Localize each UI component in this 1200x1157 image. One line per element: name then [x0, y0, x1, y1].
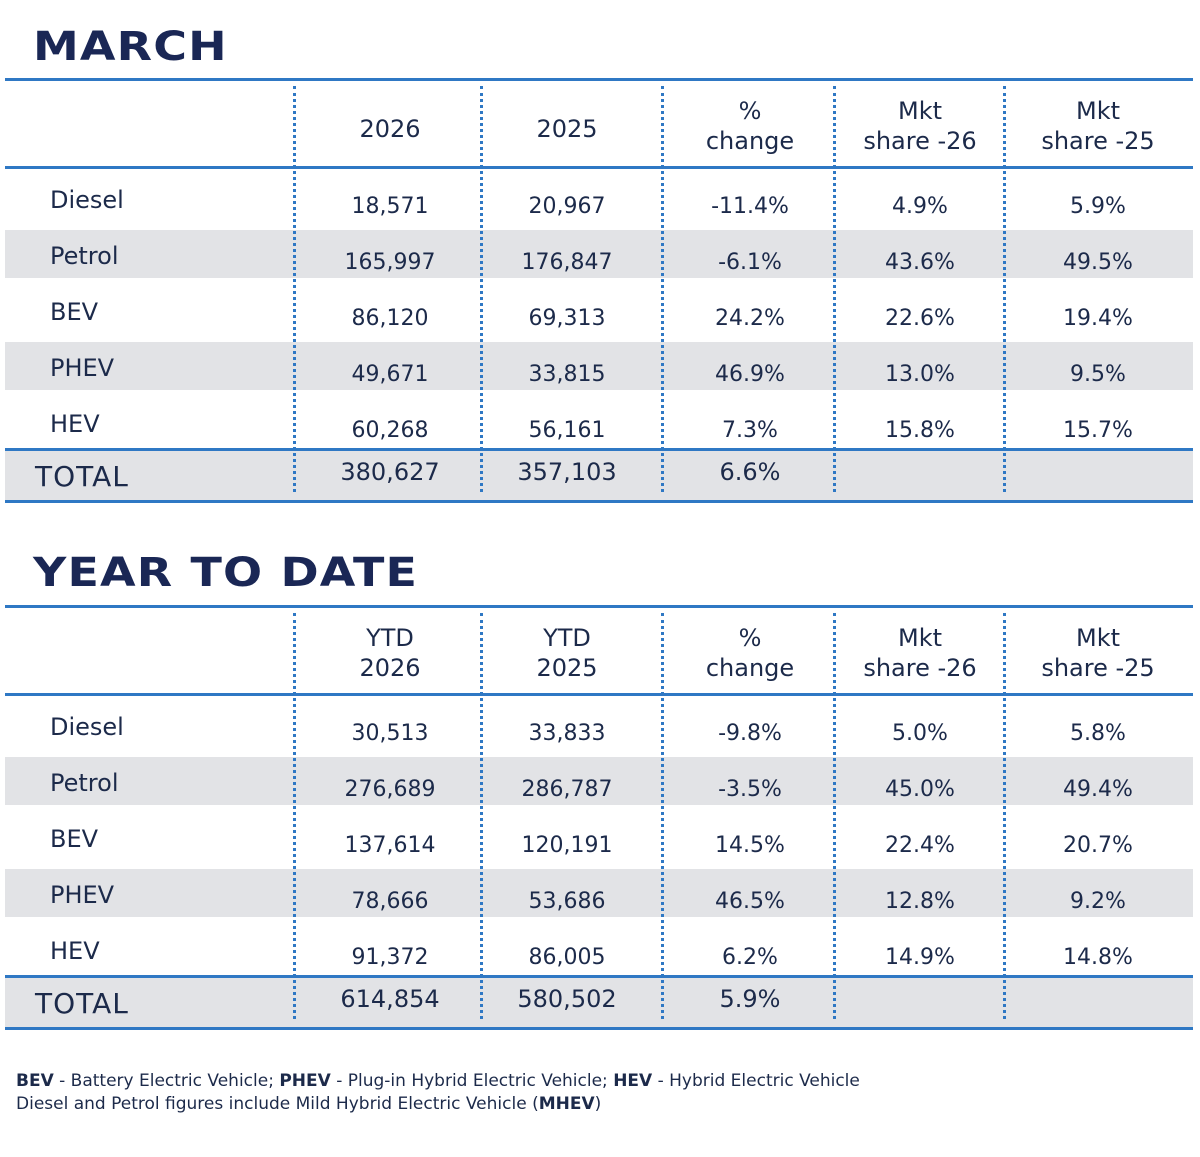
- total-cell: 614,854: [340, 985, 440, 1013]
- column-header: % change: [705, 97, 795, 155]
- footnote-bev-abbr: BEV: [16, 1071, 54, 1091]
- table-cell: 46.5%: [715, 889, 785, 914]
- total-cell: 5.9%: [719, 985, 781, 1013]
- row-label: PHEV: [50, 354, 115, 382]
- ytd-section-title: YEAR TO DATE: [33, 550, 419, 596]
- table-cell: 9.5%: [1070, 362, 1126, 387]
- column-divider: [293, 613, 296, 1019]
- march-section-title: MARCH: [33, 24, 228, 70]
- total-cell: 6.6%: [719, 458, 781, 486]
- table-cell: 5.0%: [892, 721, 948, 746]
- table-rule: [5, 693, 1193, 696]
- table-rule: [5, 166, 1193, 169]
- footnote-hev-text: - Hybrid Electric Vehicle: [652, 1071, 860, 1091]
- column-divider: [661, 613, 664, 1019]
- table-rule: [5, 78, 1193, 81]
- table-cell: 18,571: [351, 194, 429, 219]
- footnote-line-1: [16, 1070, 1186, 1093]
- column-header: Mkt share -26: [863, 624, 977, 682]
- row-label: HEV: [50, 937, 100, 965]
- table-cell: 78,666: [351, 889, 429, 914]
- row-label: Diesel: [50, 186, 124, 214]
- table-cell: 86,120: [351, 306, 429, 331]
- table-cell: 24.2%: [715, 306, 785, 331]
- table-cell: 30,513: [351, 721, 429, 746]
- row-label: BEV: [50, 825, 99, 853]
- table-cell: 12.8%: [885, 889, 955, 914]
- table-cell: 4.9%: [892, 194, 948, 219]
- table-cell: 15.8%: [885, 418, 955, 443]
- footnote-phev-text: - Plug-in Hybrid Electric Vehicle;: [330, 1071, 614, 1091]
- table-cell: -11.4%: [711, 194, 789, 219]
- table-cell: 45.0%: [885, 777, 955, 802]
- table-cell: 33,815: [528, 362, 606, 387]
- table-cell: 69,313: [528, 306, 606, 331]
- table-cell: 13.0%: [885, 362, 955, 387]
- footnote-line-2: [16, 1093, 1186, 1116]
- table-rule: [5, 500, 1193, 503]
- row-label: Petrol: [50, 242, 119, 270]
- footnote: [16, 1070, 1186, 1116]
- footnote-line2-end: ): [594, 1094, 602, 1114]
- total-cell: 380,627: [340, 458, 440, 486]
- row-label: Diesel: [50, 713, 124, 741]
- table-rule: [5, 1027, 1193, 1030]
- table-cell: 276,689: [344, 777, 436, 802]
- table-cell: 14.8%: [1063, 945, 1133, 970]
- table-cell: 46.9%: [715, 362, 785, 387]
- total-label: TOTAL: [35, 987, 129, 1020]
- footnote-mhev-abbr: MHEV: [538, 1094, 595, 1114]
- table-cell: 49,671: [351, 362, 429, 387]
- table-cell: 20,967: [528, 194, 606, 219]
- table-cell: -6.1%: [718, 250, 782, 275]
- table-cell: 165,997: [344, 250, 436, 275]
- table-rule: [5, 975, 1193, 978]
- table-cell: 53,686: [528, 889, 606, 914]
- table-cell: 6.2%: [722, 945, 778, 970]
- table-cell: 43.6%: [885, 250, 955, 275]
- table-cell: 19.4%: [1063, 306, 1133, 331]
- table-cell: 14.5%: [715, 833, 785, 858]
- table-cell: 20.7%: [1063, 833, 1133, 858]
- table-cell: 286,787: [521, 777, 613, 802]
- table-cell: 56,161: [528, 418, 606, 443]
- table-cell: 9.2%: [1070, 889, 1126, 914]
- table-cell: -3.5%: [718, 777, 782, 802]
- column-header: % change: [705, 624, 795, 682]
- footnote-hev-abbr: HEV: [613, 1071, 653, 1091]
- footnote-phev-abbr: PHEV: [279, 1071, 331, 1091]
- column-header: Mkt share -25: [1041, 97, 1155, 155]
- column-header: Mkt share -25: [1041, 624, 1155, 682]
- total-cell: 357,103: [517, 458, 617, 486]
- table-cell: 33,833: [528, 721, 606, 746]
- table-cell: 60,268: [351, 418, 429, 443]
- table-cell: 7.3%: [722, 418, 778, 443]
- table-rule: [5, 605, 1193, 608]
- row-label: HEV: [50, 410, 100, 438]
- table-cell: 137,614: [344, 833, 436, 858]
- table-cell: 15.7%: [1063, 418, 1133, 443]
- row-label: BEV: [50, 298, 99, 326]
- column-header: Mkt share -26: [863, 97, 977, 155]
- footnote-bev-text: - Battery Electric Vehicle;: [53, 1071, 280, 1091]
- table-cell: 176,847: [521, 250, 613, 275]
- table-cell: 91,372: [351, 945, 429, 970]
- column-header: YTD 2026: [359, 624, 421, 682]
- column-divider: [293, 86, 296, 492]
- total-label: TOTAL: [35, 460, 129, 493]
- table-cell: 49.4%: [1063, 777, 1133, 802]
- ytd-table: [5, 605, 1193, 1031]
- row-label: PHEV: [50, 881, 115, 909]
- table-rule: [5, 448, 1193, 451]
- table-cell: 86,005: [528, 945, 606, 970]
- column-header: 2025: [536, 115, 598, 143]
- column-divider: [661, 86, 664, 492]
- table-cell: 22.4%: [885, 833, 955, 858]
- march-table: [5, 78, 1193, 504]
- table-cell: 120,191: [521, 833, 613, 858]
- table-cell: 14.9%: [885, 945, 955, 970]
- table-cell: -9.8%: [718, 721, 782, 746]
- row-label: Petrol: [50, 769, 119, 797]
- table-cell: 5.9%: [1070, 194, 1126, 219]
- table-cell: 22.6%: [885, 306, 955, 331]
- table-cell: 5.8%: [1070, 721, 1126, 746]
- column-header: 2026: [359, 115, 421, 143]
- table-cell: 49.5%: [1063, 250, 1133, 275]
- column-header: YTD 2025: [536, 624, 598, 682]
- total-cell: 580,502: [517, 985, 617, 1013]
- footnote-line2-text: Diesel and Petrol figures include Mild Hybrid Electric Vehicle (: [16, 1094, 539, 1114]
